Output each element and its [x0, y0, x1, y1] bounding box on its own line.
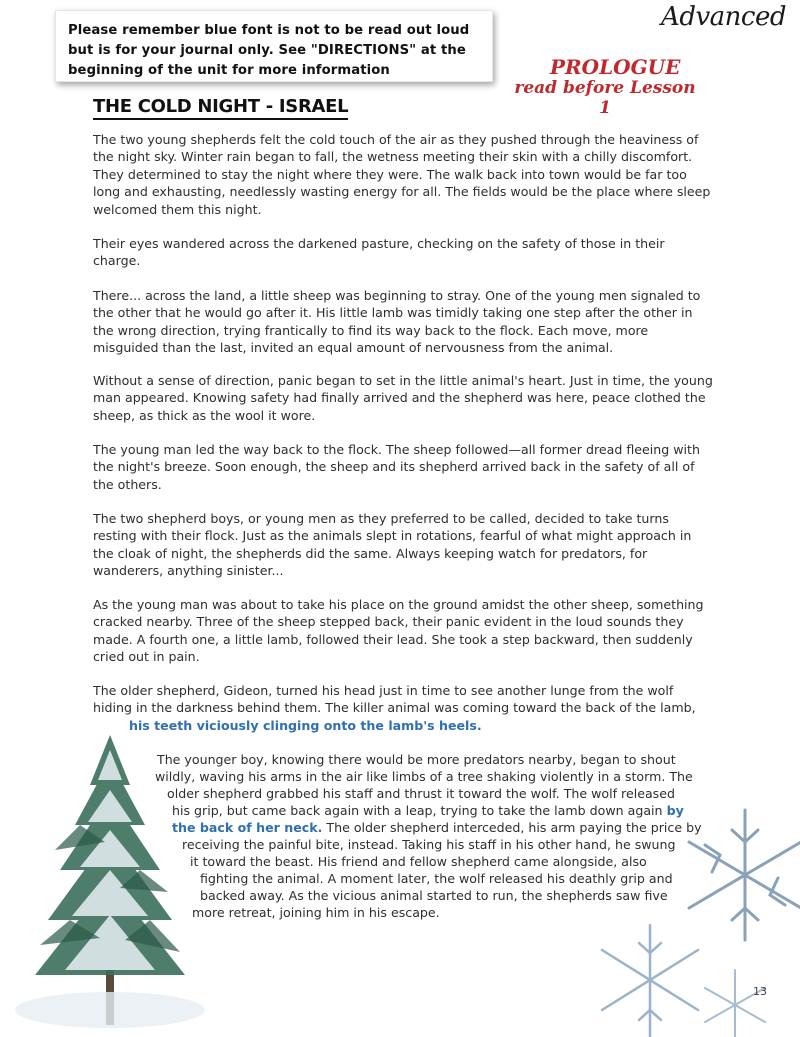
- journal-note-heels: his teeth viciously clinging onto the lamb's heels.: [129, 717, 482, 733]
- journal-notice-box: [55, 10, 493, 82]
- prologue-title: PROLOGUE: [550, 55, 681, 79]
- paragraph-9-line: The younger boy, knowing there would be more predators nearby, began to shout: [157, 752, 676, 767]
- paragraph-8-text: The older shepherd, Gideon, turned his head just in time to see another lunge from the wolf hiding in the darkness behind them. The killer animal was coming toward the back of the lamb,: [93, 683, 696, 716]
- snowflake-small-icon: [705, 970, 765, 1037]
- level-label: Advanced: [661, 2, 786, 32]
- prologue-subtitle: read before Lesson 1: [514, 78, 696, 118]
- paragraph-5: The young man led the way back to the flock. The sheep followed—all former dread fleeing with the night's breeze. Soon enough, the sheep and its shepherd arrived back in the safety of all of the others.: [93, 442, 700, 492]
- paragraph-6: The two shepherd boys, or young men as they preferred to be called, decided to take turns resting with their flock. Just as the animals slept in rotations, fearful of what might approach in the cloak of night, the shepherds did the same. Always keeping watch for predators, for wanderers, anything sinister...: [93, 511, 692, 579]
- paragraph-2: Their eyes wandered across the darkened pasture, checking on the safety of those in their charge.: [93, 236, 665, 269]
- paragraph-9-line: more retreat, joining him in his escape.: [192, 905, 440, 920]
- journal-notice-text: Please remember blue font is not to be read out loud but is for your journal only. See "DIRECTIONS" at the beginning of the unit for more information: [68, 23, 470, 78]
- paragraph-9-line: fighting the animal. A moment later, the wolf released his deathly grip and: [200, 871, 673, 886]
- snowflake-cluster: [560, 800, 800, 1037]
- paragraph-1: The two young shepherds felt the cold touch of the air as they pushed through the heaviness of the night sky. Winter rain began to fall, the wetness meeting their skin with a chilly discomfort. They determined to stay the night where they were. The walk back into town would be far too long and exhausting, needlessly wasting energy for all. The fields would be the place where sleep welcomed them this night.: [93, 132, 711, 217]
- snowflake-large-icon: [689, 810, 800, 940]
- paragraph-9-line: it toward the beast. His friend and fellow shepherd came alongside, also: [190, 854, 647, 869]
- snowflake-medium-icon: [602, 925, 698, 1037]
- story-title: THE COLD NIGHT - ISRAEL: [93, 96, 348, 120]
- winter-tree-illustration: [10, 730, 210, 1030]
- paragraph-4: Without a sense of direction, panic began to set in the little animal's heart. Just in time, the young man appeared. Knowing safety had finally arrived and the shepherd was here, peace clothed the sheep, as thick as the wool it wore.: [93, 373, 713, 423]
- prologue-heading: [510, 56, 700, 118]
- paragraph-9-line: receiving the painful bite, instead. Taking his staff in his other hand, he swung: [182, 837, 676, 852]
- paragraph-8: [93, 682, 715, 734]
- page-number: 13: [753, 985, 767, 998]
- paragraph-9-line: wildly, waving his arms in the air like limbs of a tree shaking violently in a storm. The: [155, 769, 693, 784]
- paragraph-9-text: his grip, but came back again with a leap, trying to take the lamb down again: [172, 803, 663, 818]
- paragraph-9-text: The older shepherd interceded, his arm paying the price by: [326, 820, 702, 835]
- paragraph-9-line: older shepherd grabbed his staff and thrust it toward the wolf. The wolf released: [167, 786, 675, 801]
- paragraph-7: As the young man was about to take his place on the ground amidst the other sheep, something cracked nearby. Three of the sheep stepped back, their panic evident in the loud sounds they made. A fourth one, a little lamb, followed their lead. She took a step backward, then suddenly cried out in pain.: [93, 597, 704, 665]
- journal-note-by: by: [666, 803, 684, 818]
- paragraph-9-line: backed away. As the vicious animal started to run, the shepherds saw five: [200, 888, 668, 903]
- journal-note-neck: the back of her neck.: [172, 820, 323, 835]
- paragraph-3: There... across the land, a little sheep was beginning to stray. One of the young men signaled to the other that he would go after it. His little lamb was timidly taking one step after the other in the wrong direction, trying frantically to find its way back to the flock. Each move, more misguided than the last, invited an equal amount of nervousness from the animal.: [93, 288, 701, 356]
